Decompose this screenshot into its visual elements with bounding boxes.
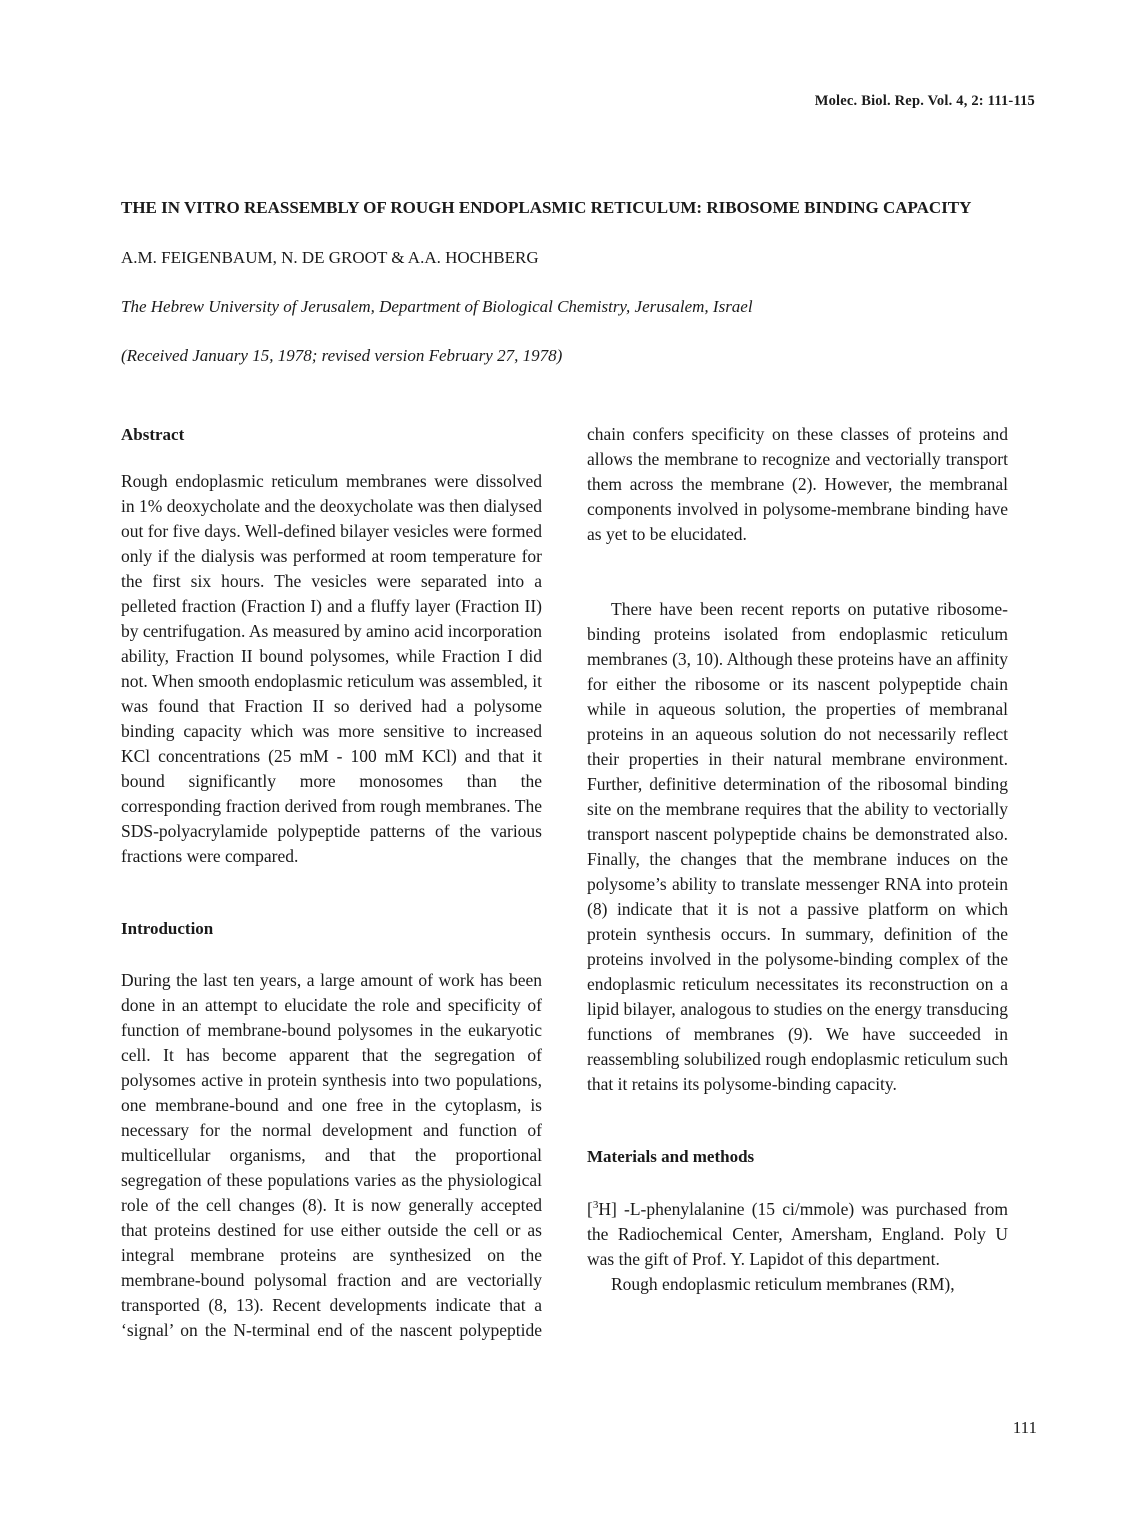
article-authors: A.M. FEIGENBAUM, N. DE GROOT & A.A. HOCHBERG [121, 248, 539, 267]
methods-heading: Materials and methods [587, 1147, 755, 1166]
abstract-text: Rough endoplasmic reticulum membranes were dissolved in 1% deoxycholate and the deoxycholate was then dialysed out for five days. Well-defined bilayer vesicles were formed only if the dialysis was performed at room temperature for the first six hours. The vesicles were separated into a pelleted fraction (Fraction I) and a fluffy layer (Fraction II) by centrifugation. As measured by amino acid incorporation ability, Fraction II bound polysomes, while Fraction I did not. When smooth endoplasmic reticulum was assembled, it was found that Fraction II so derived had a polysome binding capacity which was more sensitive to increased KCl concentrations (25 mM - 100 mM KCl) and that it bound significantly more monosomes than the corresponding fraction derived from rough membranes. The SDS-polyacrylamide polypeptide patterns of the various fractions were compared. [121, 471, 542, 866]
methods-para-1: [$^3$H] -L-phenylalanine (15 ci/mmole) was purchased from the Radiochemical Center, Amersham, England. Poly U was the gift of Prof. Y. Lapidot of this department. [587, 1198, 1008, 1269]
journal-reference: Molec. Biol. Rep. Vol. 4, 2: 111-115 [814, 93, 1035, 109]
abstract-heading: Abstract [121, 425, 185, 444]
introduction-para-1: During the last ten years, a large amount of work has been done in an attempt to elucidate the role and specificity of function of membrane-bound polysomes in the eukaryotic cell. It has become apparent that the segregation of polysomes active in protein synthesis into two populations, one membrane-bound and one free in the cytoplasm, is necessary for the normal development and function of multicellular organisms, and that the proportional segregation of these populations varies as the physiological role of the cell changes (8). It is now generally accepted that proteins destined for use either outside the cell or as integral membrane proteins are synthesized on the membrane-bound polysomal fraction and are vectorially transported (8, 13). Recent developments indicate that a ‘signal’ on the N-terminal end of the nascent polypeptide [121, 970, 542, 1340]
introduction-para-1-continued: chain confers specificity on these classes of proteins and allows the membrane to recognize and vectorially transport them across the membrane (2). However, the membranal components involved in polysome-membrane binding have as yet to be elucidated. [587, 424, 1008, 544]
methods-para-1-text: H] -L-phenylalanine (15 ci/mmole) was purchased from the Radiochemical Center, Amersham, England. Poly U was the gift of Prof. Y. Lapidot of this department. [587, 1198, 1008, 1269]
right-column [587, 422, 1008, 1297]
superscript-isotope: 3 [592, 1199, 599, 1211]
introduction-para-2: There have been recent reports on putative ribosome-binding proteins isolated from endoplasmic reticulum membranes (3, 10). Although these proteins have an affinity for either the ribosome or its nascent polypeptide chain while in aqueous solution, the properties of membranal proteins in an aqueous solution do not necessarily reflect their properties in their natural membrane environment. Further, definitive determination of the ribosomal binding site on the membrane requires that the ability to vectorially transport nascent polypeptide chains be demonstrated also. Finally, the changes that the membrane induces on the polysome’s ability to translate messenger RNA into protein (8) indicate that it is not a passive platform on which protein synthesis occurs. In summary, definition of the proteins involved in the polysome-binding complex of the endoplasmic reticulum necessitates its reconstruction on a lipid bilayer, analogous to studies on the energy transducing functions of membranes (9). We have succeeded in reassembling solubilized rough endoplasmic reticulum such that it retains its polysome-binding capacity. [587, 599, 1008, 1094]
article-title: THE IN VITRO REASSEMBLY OF ROUGH ENDOPLASMIC RETICULUM: RIBOSOME BINDING CAPACITY [121, 198, 972, 217]
methods-para-2: Rough endoplasmic reticulum membranes (RM), [611, 1273, 955, 1294]
page-number: 111 [1012, 1418, 1037, 1437]
left-column [121, 422, 542, 1343]
introduction-column-clip [121, 968, 542, 1343]
introduction-continued-clip [587, 422, 1008, 597]
received-dates: (Received January 15, 1978; revised version February 27, 1978) [121, 346, 563, 365]
article-affiliation: The Hebrew University of Jerusalem, Department of Biological Chemistry, Jerusalem, Israel [121, 297, 753, 316]
introduction-heading: Introduction [121, 919, 214, 938]
